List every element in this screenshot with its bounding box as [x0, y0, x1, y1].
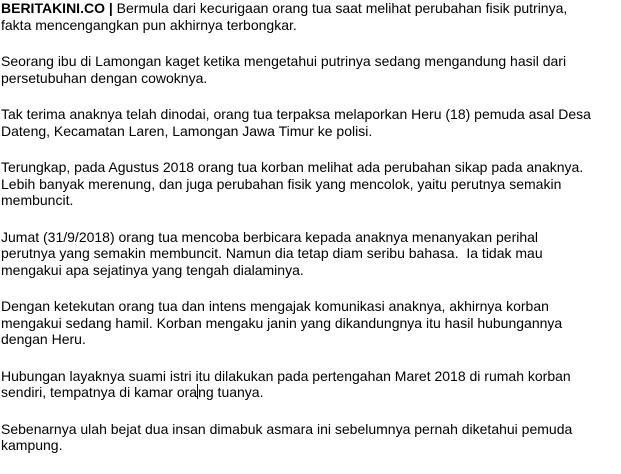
paragraph-line: Hubungan layaknya suami istri itu dilakukan pada pertengahan Maret 2018 di rumah korban: [1, 367, 571, 384]
paragraph-line: [1, 384, 619, 401]
paragraph-4: [1, 159, 619, 209]
paragraph-line: persetubuhan dengan cowoknya.: [1, 69, 208, 86]
paragraph-line: Seorang ibu di Lamongan kaget ketika mengetahui putrinya sedang mengandung hasil dari: [1, 53, 567, 69]
paragraph-1: [1, 0, 619, 33]
paragraph-line: mengakui sedang hamil. Korban mengaku janin yang dikandungnya itu hasil hubungannya: [1, 314, 563, 331]
paragraph-line: membuncit.: [1, 192, 74, 208]
text-before-caret: sendiri, tempatnya di kamar ora: [1, 384, 198, 400]
paragraph-line: Tak terima anaknya telah dinodai, orang tua terpaksa melaporkan Heru (18) pemuda asal Desa: [1, 106, 591, 122]
paragraph-line: Lebih banyak merenung, dan juga perubahan fisik yang mencolok, yaitu perutnya semakin: [1, 175, 562, 192]
paragraph-line: perutnya yang semakin membuncit. Namun dia tetap diam seribu bahasa. Ia tidak mau: [1, 245, 543, 261]
text-after-caret: ng tuanya.: [198, 384, 264, 400]
paragraph-2: [1, 53, 619, 86]
paragraph-line: Dengan ketekutan orang tua dan intens mengajak komunikasi anaknya, akhirnya korban: [1, 298, 549, 314]
paragraph-line: kampung.: [1, 437, 63, 453]
paragraph-line: fakta mencengangkan pun akhirnya terbongkar.: [1, 16, 297, 33]
paragraph-5: [1, 229, 619, 279]
brand-name: BERITAKINI.CO: [1, 0, 105, 16]
paragraph-line: [1, 0, 619, 17]
paragraph-line: mengakui apa sejatinya yang tengah dialaminya.: [1, 261, 304, 278]
paragraph-6: [1, 298, 619, 348]
paragraph-line: Dateng, Kecamatan Laren, Lamongan Jawa Timur ke polisi.: [1, 122, 373, 139]
paragraph-7: [1, 368, 619, 401]
paragraph-line: Terungkap, pada Agustus 2018 orang tua korban melihat ada perubahan sikap pada anaknya.: [1, 159, 584, 175]
paragraph-3: [1, 106, 619, 139]
paragraph-line: dengan Heru.: [1, 331, 86, 347]
paragraph-line: Jumat (31/9/2018) orang tua mencoba berbicara kepada anaknya menanyakan perihal: [1, 228, 539, 245]
paragraph-line: Sebenarnya ulah bejat dua insan dimabuk asmara ini sebelumnya pernah diketahui pemuda: [1, 420, 573, 437]
brand-separator: |: [104, 0, 117, 16]
paragraph-text: Bermula dari kecurigaan orang tua saat melihat perubahan fisik putrinya,: [116, 0, 568, 16]
paragraph-8: [1, 421, 619, 454]
